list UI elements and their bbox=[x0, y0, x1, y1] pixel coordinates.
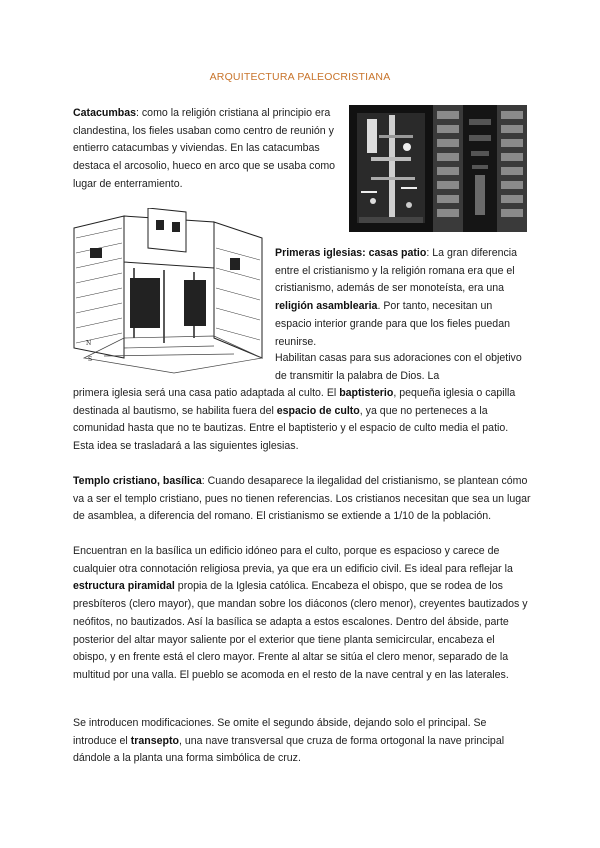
transepto-term: transepto bbox=[130, 734, 179, 747]
casas-patio-continuation: primera iglesia será una casa patio adaptada al culto. El baptisterio, pequeña iglesia o capilla destinada al bautismo, se habilita fuera del espacio de culto, ya que no perteneces a la comunidad hasta que no te bautizas. Entre el baptisterio y el espacio de culto media el patio. Esta idea se trasladará a las siguientes iglesias. bbox=[73, 387, 516, 453]
templo-paragraph: Templo cristiano, basílica: Cuando desaparece la ilegalidad del cristianismo, se plantean cómo va a ser el templo cristiano, pues no tienen referencias. Los cristianos necesitan que sea un lugar de asamblea, a diferencia del romano. El cristianismo se extiende a 1/10 de la población. bbox=[73, 475, 531, 523]
espacio-de-culto-term: espacio de culto bbox=[276, 404, 360, 417]
modificaciones-paragraph: Se introducen modificaciones. Se omite el segundo ábside, dejando solo el principal. Se introduce el transepto, una nave transversal que cruza de forma ortogonal la nave principal dándole a la planta una forma simbólica de cruz. bbox=[73, 717, 505, 765]
basilica-paragraph: Encuentran en la basílica un edificio idóneo para el culto, porque es espacioso y carece de cualquier otra connotación religiosa previa, ya que era un edificio civil. Es ideal para reflejar la estructura piramidal propia de la Iglesia católica. Encabeza el obispo, que se rodea de los presbíteros (clero mayor), que mandan sobre los diáconos (clero menor), creyentes bautizados y neófitos, no bautizados. Así la basílica se adapta a estos escalones. Dentro del ábside, parte posterior del altar mayor saliente por el exterior que tiene planta semicircular, encabeza el obispo, y en frente está el clero mayor. Frente al altar se sitúa el clero menor, separado de la multitud por una valla. El pueblo se acomoda en el resto de la nave central y en las laterales. bbox=[73, 545, 528, 681]
catacomb-photo-niches bbox=[433, 105, 527, 232]
compass-north-label: N bbox=[86, 340, 92, 347]
page-title: ARQUITECTURA PALEOCRISTIANA bbox=[209, 71, 391, 83]
casas-patio-paragraph-2: Habilitan casas para sus adoraciones con el objetivo de transmitir la palabra de Dios. La bbox=[275, 352, 522, 382]
templo-heading: Templo cristiano, basílica bbox=[73, 475, 202, 487]
compass-south-label: S bbox=[88, 356, 93, 363]
house-church-drawing bbox=[64, 208, 270, 380]
casas-patio-paragraph: Primeras iglesias: casas patio: La gran diferencia entre el cristianismo y la religión romana era que el cristianismo, además de ser monoteísta, era una religión asamblearia. Por tanto, necesitan un espacio interior grande para que los fieles puedan reunirse. bbox=[275, 247, 518, 348]
baptisterio-term: baptisterio bbox=[339, 387, 394, 399]
catacumbas-heading: Catacumbas bbox=[73, 107, 136, 119]
catacomb-photo-corridor bbox=[349, 105, 433, 232]
casas-patio-heading: Primeras iglesias: casas patio bbox=[275, 247, 427, 259]
catacumbas-paragraph: Catacumbas: como la religión cristiana al principio era clandestina, los fieles usaban como centro de reunión y entierro catacumbas y viviendas. En las catacumbas destaca el arcosolio, hueco en arco que se usaba como lugar de enterramiento. bbox=[73, 107, 336, 190]
religion-asamblearia-term: religión asamblearia bbox=[275, 300, 378, 313]
estructura-piramidal-term: estructura piramidal bbox=[73, 580, 175, 593]
